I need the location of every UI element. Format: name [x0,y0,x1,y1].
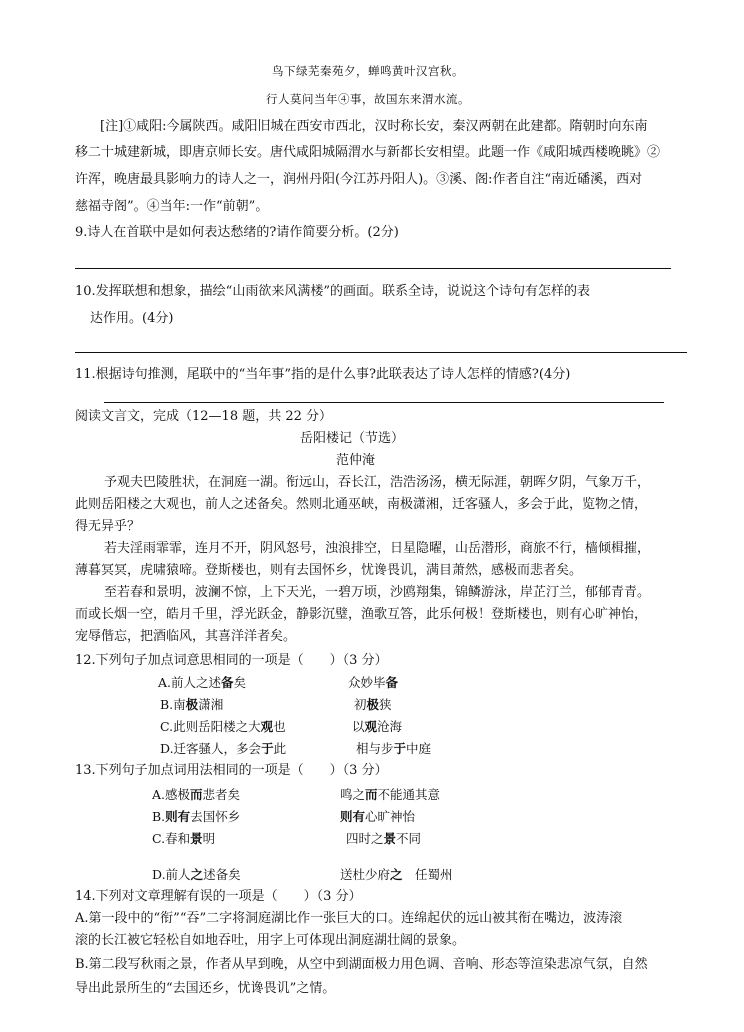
option-text: A.感极 [152,787,191,802]
q14-option-a-line-2: 滚的长江被它轻松自如地吞吐，用字上可体现出洞庭湖壮阔的景象。 [75,933,466,948]
passage-p1-line-3: 得无异乎？ [75,519,141,534]
answer-line-q11[interactable] [104,402,664,403]
option-text: C.春和 [152,831,191,846]
note-line-3: 许浑，晚唐最具影响力的诗人之一，润州丹阳(今江苏丹阳人)。③溪、阁:作者自注“南近磻溪，西对 [75,172,643,187]
key-word: 极 [366,697,380,712]
q14-option-b-line-1[interactable]: B.第二段写秋雨之景，作者从早到晚，从空中到湖面极力用色调、音响、形态等渲染悲凉气氛，自然 [75,957,648,972]
passage-p1-line-2: 此则岳阳楼之大观也，前人之述备矣。然则北通巫峡，南极潇湘，迁客骚人，多会于此，览物之情， [75,497,648,512]
poem-line-2: 行人莫问当年④事，故国东来渭水流。 [266,92,470,106]
option-text: 此 [273,741,287,756]
q13-option-c-left[interactable] [152,830,215,848]
note-line-2: 移二十城建新城，即唐京师长安。唐代咸阳城隔渭水与新都长安相望。此题一作《咸阳城西楼晚眺》② [75,145,661,160]
key-word: 备 [221,675,234,690]
key-word: 观 [260,719,274,734]
passage-p1-line-1: 予观夫巴陵胜状，在洞庭一湖。衔远山，吞长江，浩浩汤汤，横无际涯，朝晖夕阴，气象万千， [104,475,651,490]
key-word: 于 [261,741,274,756]
question-14-stem: 14.下列对文章理解有误的一项是（ ）（3 分） [75,889,362,904]
question-13-stem: 13.下列句子加点词用法相同的一项是（ ）（3 分） [75,763,388,778]
question-9: 9.诗人在首联中是如何表达愁绪的?请作简要分析。(2分) [75,225,399,240]
question-10-line-2: 达作用。(4分) [90,311,174,326]
q12-option-a-right [348,674,398,692]
note-line-4: 慈福寺阁”。④当年:一作“前朝”。 [75,199,269,214]
passage-p3-line-3: 宠辱偕忘，把酒临风，其喜洋洋者矣。 [75,629,297,644]
option-text: 送杜少府 [340,867,391,882]
option-text: A.前人之述 [158,675,222,690]
option-text: 中庭 [406,741,432,756]
q12-option-a-left[interactable] [158,674,246,692]
key-word: 极 [185,697,199,712]
q12-option-d-left[interactable] [160,740,286,758]
option-text: 述备矣 [203,867,241,882]
option-text: 任蜀州 [402,867,453,882]
option-text: 不能通其意 [377,787,441,802]
q12-option-b-right [354,696,392,714]
q13-option-c-right [346,830,421,848]
q12-option-c-left[interactable] [160,718,286,736]
option-text: C.此则岳阳楼之大 [160,719,261,734]
option-text: D.迁客骚人，多会 [160,741,262,756]
passage-p3-line-2: 而或长烟一空，皓月千里，浮光跃金，静影沉璧，渔歌互答，此乐何极！登斯楼也，则有心旷神怡， [75,607,648,622]
answer-line-q9[interactable] [75,268,671,269]
option-text: 明 [202,831,216,846]
key-word: 而 [190,787,203,802]
poem-line-1: 鸟下绿芜秦苑夕，蝉鸣黄叶汉宫秋。 [272,64,464,78]
q13-option-d-left[interactable] [152,866,241,884]
key-word: 备 [385,675,399,690]
option-text: 去国怀乡 [190,809,241,824]
q13-option-a-right [340,786,440,804]
option-text: 不同 [396,831,422,846]
answer-line-q10[interactable] [75,352,687,353]
option-text: 也 [273,719,286,734]
option-text: D.前人 [152,867,191,882]
key-word: 之 [390,867,403,882]
passage-title: 岳阳楼记（节选） [300,431,405,446]
q12-option-c-right [352,718,402,736]
option-text: 相与步 [356,741,394,756]
q13-option-d-right [340,866,453,884]
key-word: 于 [393,741,407,756]
option-text: 矣 [233,675,247,690]
q13-option-b-right [340,808,415,826]
option-text: 以 [352,719,365,734]
q12-option-d-right [356,740,431,758]
option-text: B. [152,809,166,824]
option-text: 初 [354,697,367,712]
question-10-line-1: 10.发挥联想和想象，描绘“山雨欲来风满楼”的画面。联系全诗，说说这个诗句有怎样的表 [75,284,590,299]
option-text: B.南 [160,697,186,712]
q12-option-b-left[interactable] [160,696,223,714]
section-intro: 阅读文言文，完成（12—18 题，共 22 分） [75,409,333,424]
passage-p2-line-2: 薄暮冥冥，虎啸猿啼。登斯楼也，则有去国怀乡，忧谗畏讥，满目萧然，感极而悲者矣。 [75,563,583,578]
option-text: 鸣之 [340,787,366,802]
key-word: 之 [190,867,204,882]
option-text: 沧海 [377,719,403,734]
key-word: 而 [365,787,378,802]
key-word: 观 [364,719,378,734]
option-text: 众妙毕 [348,675,386,690]
passage-p3-line-1: 至若春和景明，波澜不惊，上下天光，一碧万顷，沙鸥翔集，锦鳞游泳，岸芷汀兰，郁郁青青。 [104,585,651,600]
key-word: 景 [383,831,397,846]
q13-option-b-left[interactable] [152,808,240,826]
question-12-stem: 12.下列句子加点词意思相同的一项是（ ）（3 分） [75,653,388,668]
passage-author: 范仲淹 [336,453,376,468]
note-line-1: [注]①咸阳:今属陕西。咸阳旧城在西安市西北，汉时称长安，秦汉两朝在此建都。隋朝时向东南 [100,119,648,134]
option-text: 狭 [379,697,392,712]
passage-p2-line-1: 若夫淫雨霏霏，连月不开，阴风怒号，浊浪排空，日星隐曜，山岳潜形，商旅不行，樯倾楫摧， [104,541,651,556]
key-word: 景 [190,831,203,846]
q14-option-a-line-1[interactable]: A.第一段中的“衔”“吞”二字将洞庭湖比作一张巨大的口。连绵起伏的远山被其衔在嘴边，波涛滚 [75,911,623,926]
q14-option-b-line-2: 导出此景所生的“去国还乡，忧谗畏讥”之情。 [75,981,336,996]
option-text: 悲者矣 [202,787,241,802]
key-word: 则有 [340,809,366,824]
q13-option-a-left[interactable] [152,786,240,804]
option-text: 心旷神怡 [365,809,416,824]
option-text: 四时之 [346,831,384,846]
key-word: 则有 [165,809,191,824]
question-11: 11.根据诗句推测，尾联中的“当年事”指的是什么事?此联表达了诗人怎样的情感?(4分) [75,367,571,382]
option-text: 潇湘 [198,697,224,712]
